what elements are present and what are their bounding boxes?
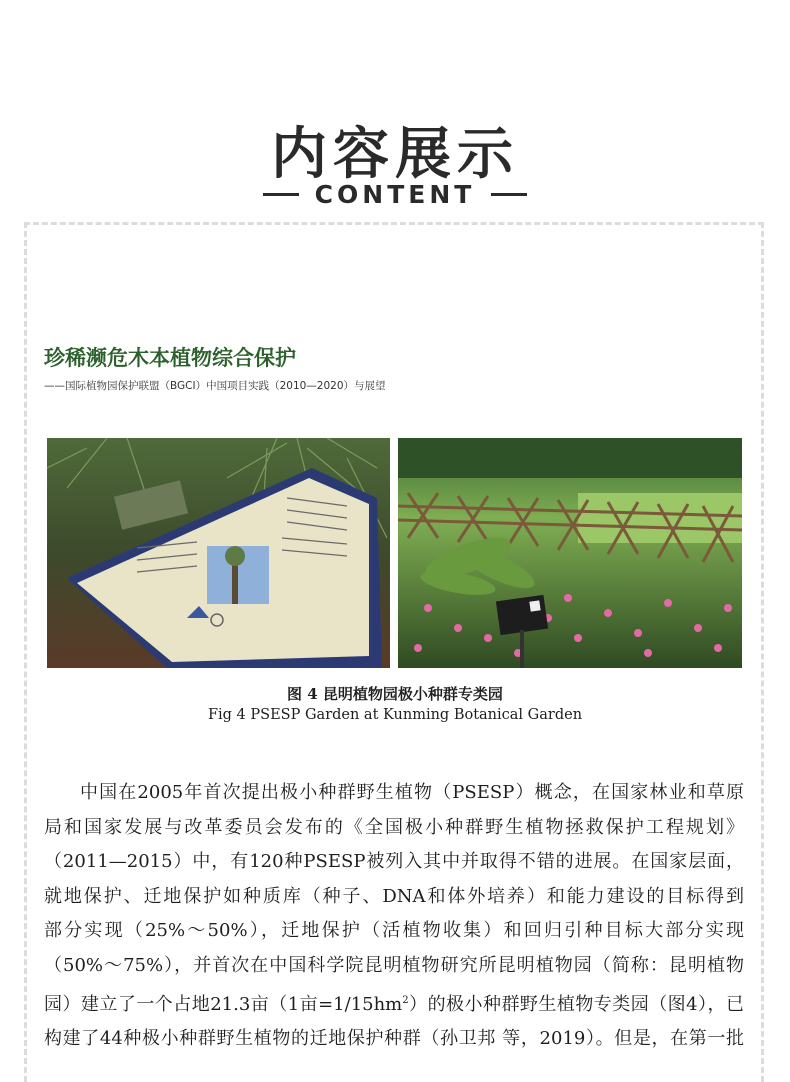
article-subtitle: ——国际植物园保护联盟（BGCI）中国项目实践（2010—2020）与展望: [44, 380, 386, 392]
figure-photo-signboard: [47, 438, 390, 668]
article-title: 珍稀濒危木本植物综合保护: [44, 345, 296, 370]
heading-dash-left: [263, 193, 299, 196]
body-line: 部分实现（25%～50%），迁地保护（活植物收集）和回归引种目标大部分实现: [44, 920, 744, 942]
body-line: （50%～75%），并首次在中国科学院昆明植物研究所昆明植物园（简称：昆明植物: [44, 954, 744, 976]
body-line-7-tail: ）的极小种群野生植物专类园（图4），已: [408, 993, 744, 1015]
figure-photo-garden: [398, 438, 742, 668]
body-line-7-head: 园）建立了一个占地21.3亩（1亩=1/15hm: [44, 993, 403, 1015]
body-line: 中国在2005年首次提出极小种群野生植物（PSESP）概念，在国家林业和草原: [80, 782, 744, 803]
heading-dash-right: [491, 193, 527, 196]
body-line: 构建了44种极小种群野生植物的迁地保护种群（孙卫邦 等，2019）。但是，在第一批: [44, 1028, 744, 1050]
body-line: 就地保护、迁地保护如种质库（种子、DNA和体外培养）和能力建设的目标得到: [44, 885, 744, 907]
section-heading-cn: 内容展示: [271, 122, 519, 187]
body-paragraph: [44, 776, 744, 1057]
figure-caption-cn: 图 4 昆明植物园极小种群专类园: [287, 685, 503, 703]
body-line: 局和国家发展与改革委员会发布的《全国极小种群野生植物拯救保护工程规划》: [44, 816, 744, 838]
section-heading-en-row: [0, 180, 790, 209]
superscript: 2: [402, 994, 409, 1006]
body-line: （2011—2015）中，有120种PSESP被列入其中并取得不错的进展。在国家层面，: [44, 851, 744, 873]
section-heading-en: CONTENT: [314, 180, 476, 209]
body-line-7: [44, 984, 744, 1023]
figure-caption-en: Fig 4 PSESP Garden at Kunming Botanical Garden: [207, 707, 583, 723]
